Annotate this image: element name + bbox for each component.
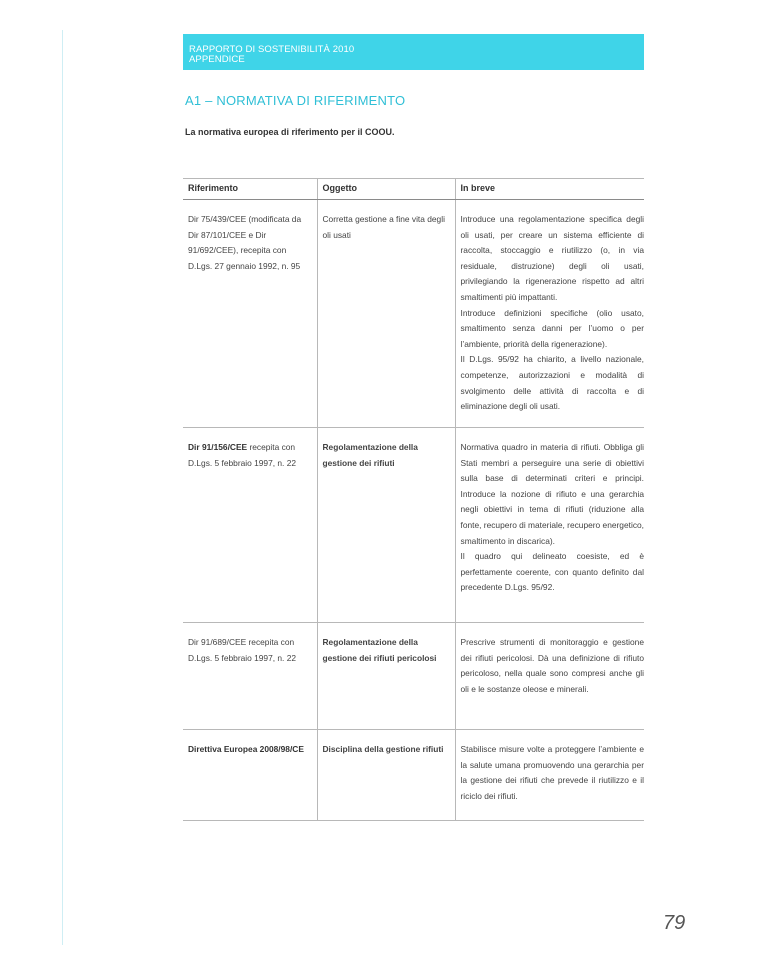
column-header-in-breve: In breve (455, 179, 644, 200)
summary-paragraph: Il D.Lgs. 95/92 ha chiarito, a livello nazionale, competenze, autorizzazioni e modalità di svolgimento delle attività di raccolta e di eliminazione degli oli usati. (460, 354, 644, 412)
cell-summary (455, 623, 644, 730)
cell-summary (455, 730, 644, 821)
reference-text: Dir 91/689/CEE recepita con D.Lgs. 5 febbraio 1997, n. 22 (188, 637, 297, 663)
margin-line (62, 30, 63, 945)
regulation-table (183, 178, 644, 821)
cell-object: Regolamentazione della gestione dei rifiuti pericolosi (317, 623, 455, 730)
cell-object: Corretta gestione a fine vita degli oli usati (317, 200, 455, 428)
summary-paragraph: Il quadro qui delineato coesiste, ed è perfettamente coerente, con quanto definito dal precedente D.Lgs. 95/92. (460, 551, 644, 593)
summary-paragraph: Introduce una regolamentazione specifica degli oli usati, per creare un sistema efficiente di raccolta, stoccaggio e riutilizzo (o, in via residuale, distruzione) degli oli usati, privilegiando la rigenerazione rispetto ad altri smaltimenti più impattanti. (460, 214, 644, 302)
cell-reference (183, 200, 317, 428)
header-report-title: RAPPORTO DI SOSTENIBILITÀ 2010 (189, 44, 355, 55)
cell-object: Regolamentazione della gestione dei rifiuti (317, 428, 455, 623)
cell-summary (455, 200, 644, 428)
summary-paragraph: Normativa quadro in materia di rifiuti. Obbliga gli Stati membri a perseguire una serie di obiettivi sulla base di determinati criteri e principi. Introduce la nozione di rifiuto e una gerarchia negli obiettivi in tema di rifiuti (riduzione alla fonte, recupero di materiale, recupero energetico, smaltimento in discarica). (460, 442, 644, 546)
table-row (183, 200, 644, 428)
table-row (183, 428, 644, 623)
section-title: A1 – NORMATIVA DI RIFERIMENTO (185, 93, 406, 108)
table-header-row (183, 179, 644, 200)
cell-reference (183, 623, 317, 730)
cell-reference (183, 730, 317, 821)
cell-reference (183, 428, 317, 623)
reference-text: Dir 75/439/CEE (modificata da Dir 87/101/CEE e Dir 91/692/CEE), recepita con D.Lgs. 27 gennaio 1992, n. 95 (188, 214, 302, 271)
summary-paragraph: Introduce definizioni specifiche (olio usato, smaltimento senza danni per l’uomo o per l’ambiente, priorità della rigenerazione). (460, 307, 644, 349)
column-header-riferimento: Riferimento (183, 179, 317, 200)
reference-text: recepita con D.Lgs. 5 febbraio 1997, n. 22 (188, 442, 297, 468)
reference-bold: Dir 91/156/CEE (188, 442, 248, 452)
table-row (183, 623, 644, 730)
header-banner (183, 34, 644, 70)
summary-paragraph: Prescrive strumenti di monitoraggio e gestione dei rifiuti pericolosi. Dà una definizione di rifiuto pericoloso, nella quale sono compresi anche gli oli e le sostanze oleose e minerali. (460, 637, 644, 694)
summary-paragraph: Stabilisce misure volte a proteggere l’ambiente e la salute umana promuovendo una gerarchia per la gestione dei rifiuti che prevede il riutilizzo e il riciclo dei rifiuti. (460, 744, 644, 801)
reference-bold: Direttiva Europea 2008/98/CE (188, 744, 304, 754)
table-subtitle: La normativa europea di riferimento per il COOU. (185, 127, 395, 137)
table-row (183, 730, 644, 821)
page-number: 79 (663, 912, 686, 934)
cell-summary (455, 428, 644, 623)
cell-object: Disciplina della gestione rifiuti (317, 730, 455, 821)
header-section-label: APPENDICE (189, 54, 245, 65)
column-header-oggetto: Oggetto (317, 179, 455, 200)
